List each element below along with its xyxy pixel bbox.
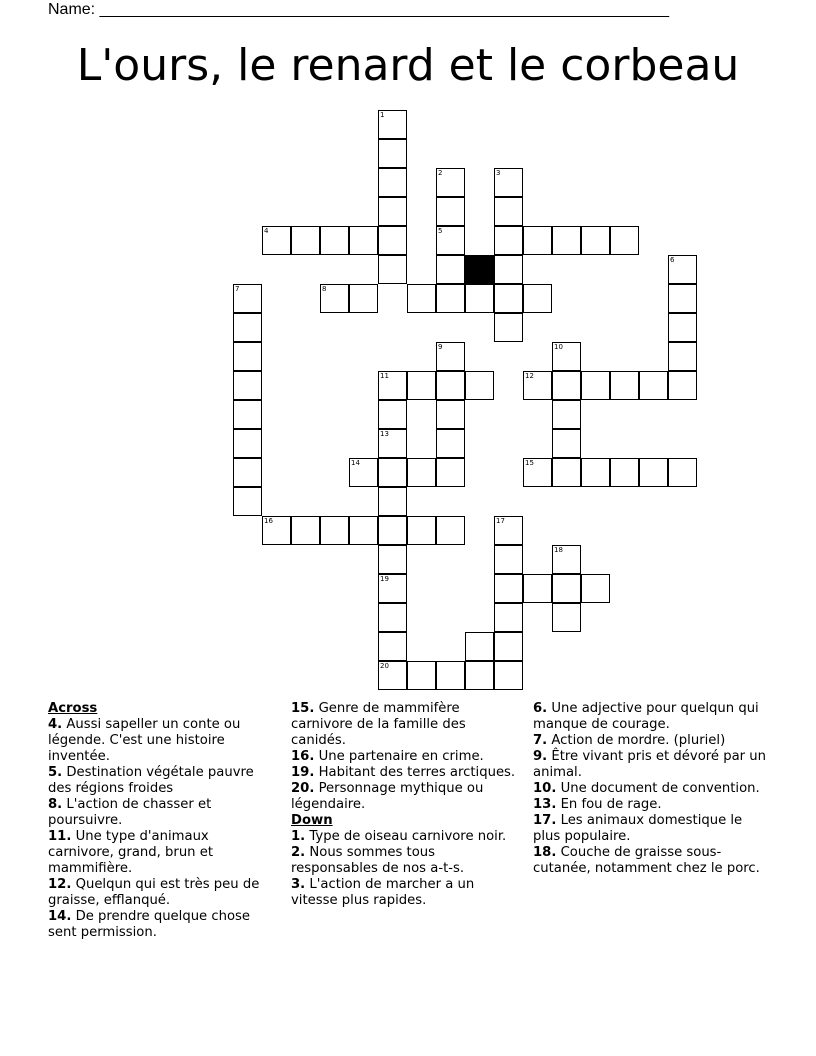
crossword-cell[interactable] [436,400,465,429]
down-heading: Down [291,813,333,828]
clue-across-16: 16. Une partenaire en crime. [291,749,484,764]
clue-across-12: 12. Quelqun qui est très peu de graisse, efflanqué. [48,877,260,908]
crossword-cell[interactable] [349,516,378,545]
crossword-cell[interactable] [552,226,581,255]
crossword-cell[interactable] [436,516,465,545]
crossword-cell[interactable] [262,226,291,255]
clue-number: 7 [235,285,240,293]
crossword-cell[interactable] [378,429,407,458]
crossword-cell[interactable] [552,574,581,603]
crossword-cell[interactable] [378,110,407,139]
clue-number: 18 [554,546,563,554]
crossword-cell[interactable] [494,545,523,574]
crossword-cell[interactable] [378,371,407,400]
clue-down-1: 1. Type de oiseau carnivore noir. [291,829,507,844]
crossword-cell[interactable] [233,458,262,487]
crossword-cell[interactable] [668,342,697,371]
crossword-cell[interactable] [639,458,668,487]
crossword-cell[interactable] [349,458,378,487]
crossword-cell[interactable] [436,661,465,690]
clue-across-19: 19. Habitant des terres arctiques. [291,765,516,780]
crossword-cell[interactable] [552,458,581,487]
crossword-cell[interactable] [668,255,697,284]
crossword-cell[interactable] [378,400,407,429]
crossword-cell[interactable] [494,168,523,197]
clue-down-7: 7. Action de mordre. (pluriel) [533,733,726,748]
crossword-cell[interactable] [407,516,436,545]
crossword-cell[interactable] [436,284,465,313]
crossword-cell[interactable] [639,371,668,400]
crossword-cell[interactable] [581,574,610,603]
crossword-cell[interactable] [465,284,494,313]
crossword-cell[interactable] [494,603,523,632]
clues-column-3 [533,701,773,877]
crossword-cell[interactable] [378,574,407,603]
crossword-cell[interactable] [668,458,697,487]
crossword-cell[interactable] [552,400,581,429]
clue-number: 14 [351,459,360,467]
crossword-cell[interactable] [581,458,610,487]
crossword-cell[interactable] [494,197,523,226]
clue-number: 20 [380,662,389,670]
crossword-cell[interactable] [552,603,581,632]
crossword-cell[interactable] [378,197,407,226]
crossword-cell[interactable] [378,661,407,690]
crossword-cell[interactable] [552,429,581,458]
crossword-cell[interactable] [610,226,639,255]
crossword-cell[interactable] [233,371,262,400]
clue-number: 1 [380,111,385,119]
crossword-cell[interactable] [668,284,697,313]
crossword-cell[interactable] [233,284,262,313]
crossword-cell[interactable] [610,458,639,487]
crossword-cell[interactable] [436,255,465,284]
crossword-cell[interactable] [436,458,465,487]
clue-number: 2 [438,169,443,177]
crossword-cell[interactable] [233,313,262,342]
crossword-cell[interactable] [552,545,581,574]
crossword-cell[interactable] [523,371,552,400]
crossword-cell[interactable] [610,371,639,400]
crossword-cell[interactable] [668,371,697,400]
clue-across-20: 20. Personnage mythique ou légendaire. [291,781,484,812]
crossword-cell[interactable] [465,661,494,690]
clue-down-9: 9. Être vivant pris et dévoré par un animal. [533,749,766,780]
crossword-cell[interactable] [581,371,610,400]
name-field-label: Name: ________________________________________________________________ [48,1,670,18]
crossword-cell[interactable] [349,226,378,255]
crossword-cell[interactable] [378,632,407,661]
clue-across-5: 5. Destination végétale pauvre des régions froides [48,765,254,796]
crossword-cell[interactable] [436,371,465,400]
clue-across-15: 15. Genre de mammifère carnivore de la famille des canidés. [291,701,466,748]
crossword-cell[interactable] [436,429,465,458]
crossword-cell[interactable] [523,226,552,255]
crossword-cell[interactable] [494,284,523,313]
clue-across-11: 11. Une type d'animaux carnivore, grand, brun et mammifière. [48,829,214,876]
clue-down-13: 13. En fou de rage. [533,797,662,812]
crossword-cell[interactable] [378,516,407,545]
crossword-cell[interactable] [378,139,407,168]
crossword-cell[interactable] [494,255,523,284]
crossword-cell[interactable] [378,168,407,197]
puzzle-title: L'ours, le renard et le corbeau [76,40,740,91]
crossword-cell[interactable] [378,603,407,632]
crossword-cell[interactable] [378,458,407,487]
crossword-cell[interactable] [378,487,407,516]
clue-down-3: 3. L'action de marcher a un vitesse plus rapides. [291,877,475,908]
crossword-cell[interactable] [436,342,465,371]
crossword-cell[interactable] [233,400,262,429]
clue-number: 8 [322,285,327,293]
crossword-cell[interactable] [407,458,436,487]
crossword-cell[interactable] [378,226,407,255]
crossword-cell[interactable] [320,226,349,255]
clue-number: 16 [264,517,273,525]
clue-across-4: 4. Aussi sapeller un conte ou légende. C'est une histoire inventée. [48,717,241,764]
crossword-cell[interactable] [581,226,610,255]
clue-number: 5 [438,227,443,235]
crossword-cell[interactable] [552,342,581,371]
crossword-cell[interactable] [523,458,552,487]
crossword-cell[interactable] [233,487,262,516]
crossword-cell[interactable] [668,313,697,342]
crossword-cell[interactable] [494,516,523,545]
crossword-cell[interactable] [407,661,436,690]
crossword-cell[interactable] [320,284,349,313]
clue-down-10: 10. Une document de convention. [533,781,760,796]
clue-number: 11 [380,372,389,380]
crossword-cell[interactable] [494,226,523,255]
crossword-cell[interactable] [552,371,581,400]
clue-down-17: 17. Les animaux domestique le plus populaire. [533,813,743,844]
crossword-cell[interactable] [436,197,465,226]
crossword-cell[interactable] [233,342,262,371]
clue-across-14: 14. De prendre quelque chose sent permission. [48,909,251,940]
crossword-cell[interactable] [378,255,407,284]
crossword-cell[interactable] [494,632,523,661]
clue-number: 4 [264,227,269,235]
clue-number: 15 [525,459,534,467]
crossword-cell[interactable] [291,226,320,255]
crossword-cell[interactable] [320,516,349,545]
crossword-cell[interactable] [494,313,523,342]
crossword-cell[interactable] [436,226,465,255]
clue-down-18: 18. Couche de graisse sous-cutanée, notamment chez le porc. [533,845,760,876]
clue-number: 9 [438,343,443,351]
crossword-block [465,255,494,284]
clue-down-6: 6. Une adjective pour quelqun qui manque de courage. [533,701,759,732]
crossword-cell[interactable] [262,516,291,545]
crossword-cell[interactable] [407,284,436,313]
clue-number: 13 [380,430,389,438]
clues-column-2 [291,701,516,909]
crossword-cell[interactable] [465,371,494,400]
clue-across-8: 8. L'action de chasser et poursuivre. [48,797,212,828]
clue-down-2: 2. Nous sommes tous responsables de nos a-t-s. [291,845,465,876]
crossword-cell[interactable] [407,371,436,400]
clue-number: 17 [496,517,505,525]
clue-number: 19 [380,575,389,583]
crossword-cell[interactable] [349,284,378,313]
clue-number: 10 [554,343,563,351]
crossword-cell[interactable] [378,545,407,574]
clue-number: 3 [496,169,501,177]
crossword-cell[interactable] [436,168,465,197]
clue-number: 12 [525,372,534,380]
crossword-cell[interactable] [494,574,523,603]
crossword-cell[interactable] [523,574,552,603]
across-heading: Across [48,701,98,716]
clue-number: 6 [670,256,675,264]
crossword-cell[interactable] [233,429,262,458]
crossword-cell[interactable] [465,632,494,661]
crossword-cell[interactable] [523,284,552,313]
clues-column-1 [48,701,273,941]
crossword-cell[interactable] [291,516,320,545]
crossword-cell[interactable] [494,661,523,690]
